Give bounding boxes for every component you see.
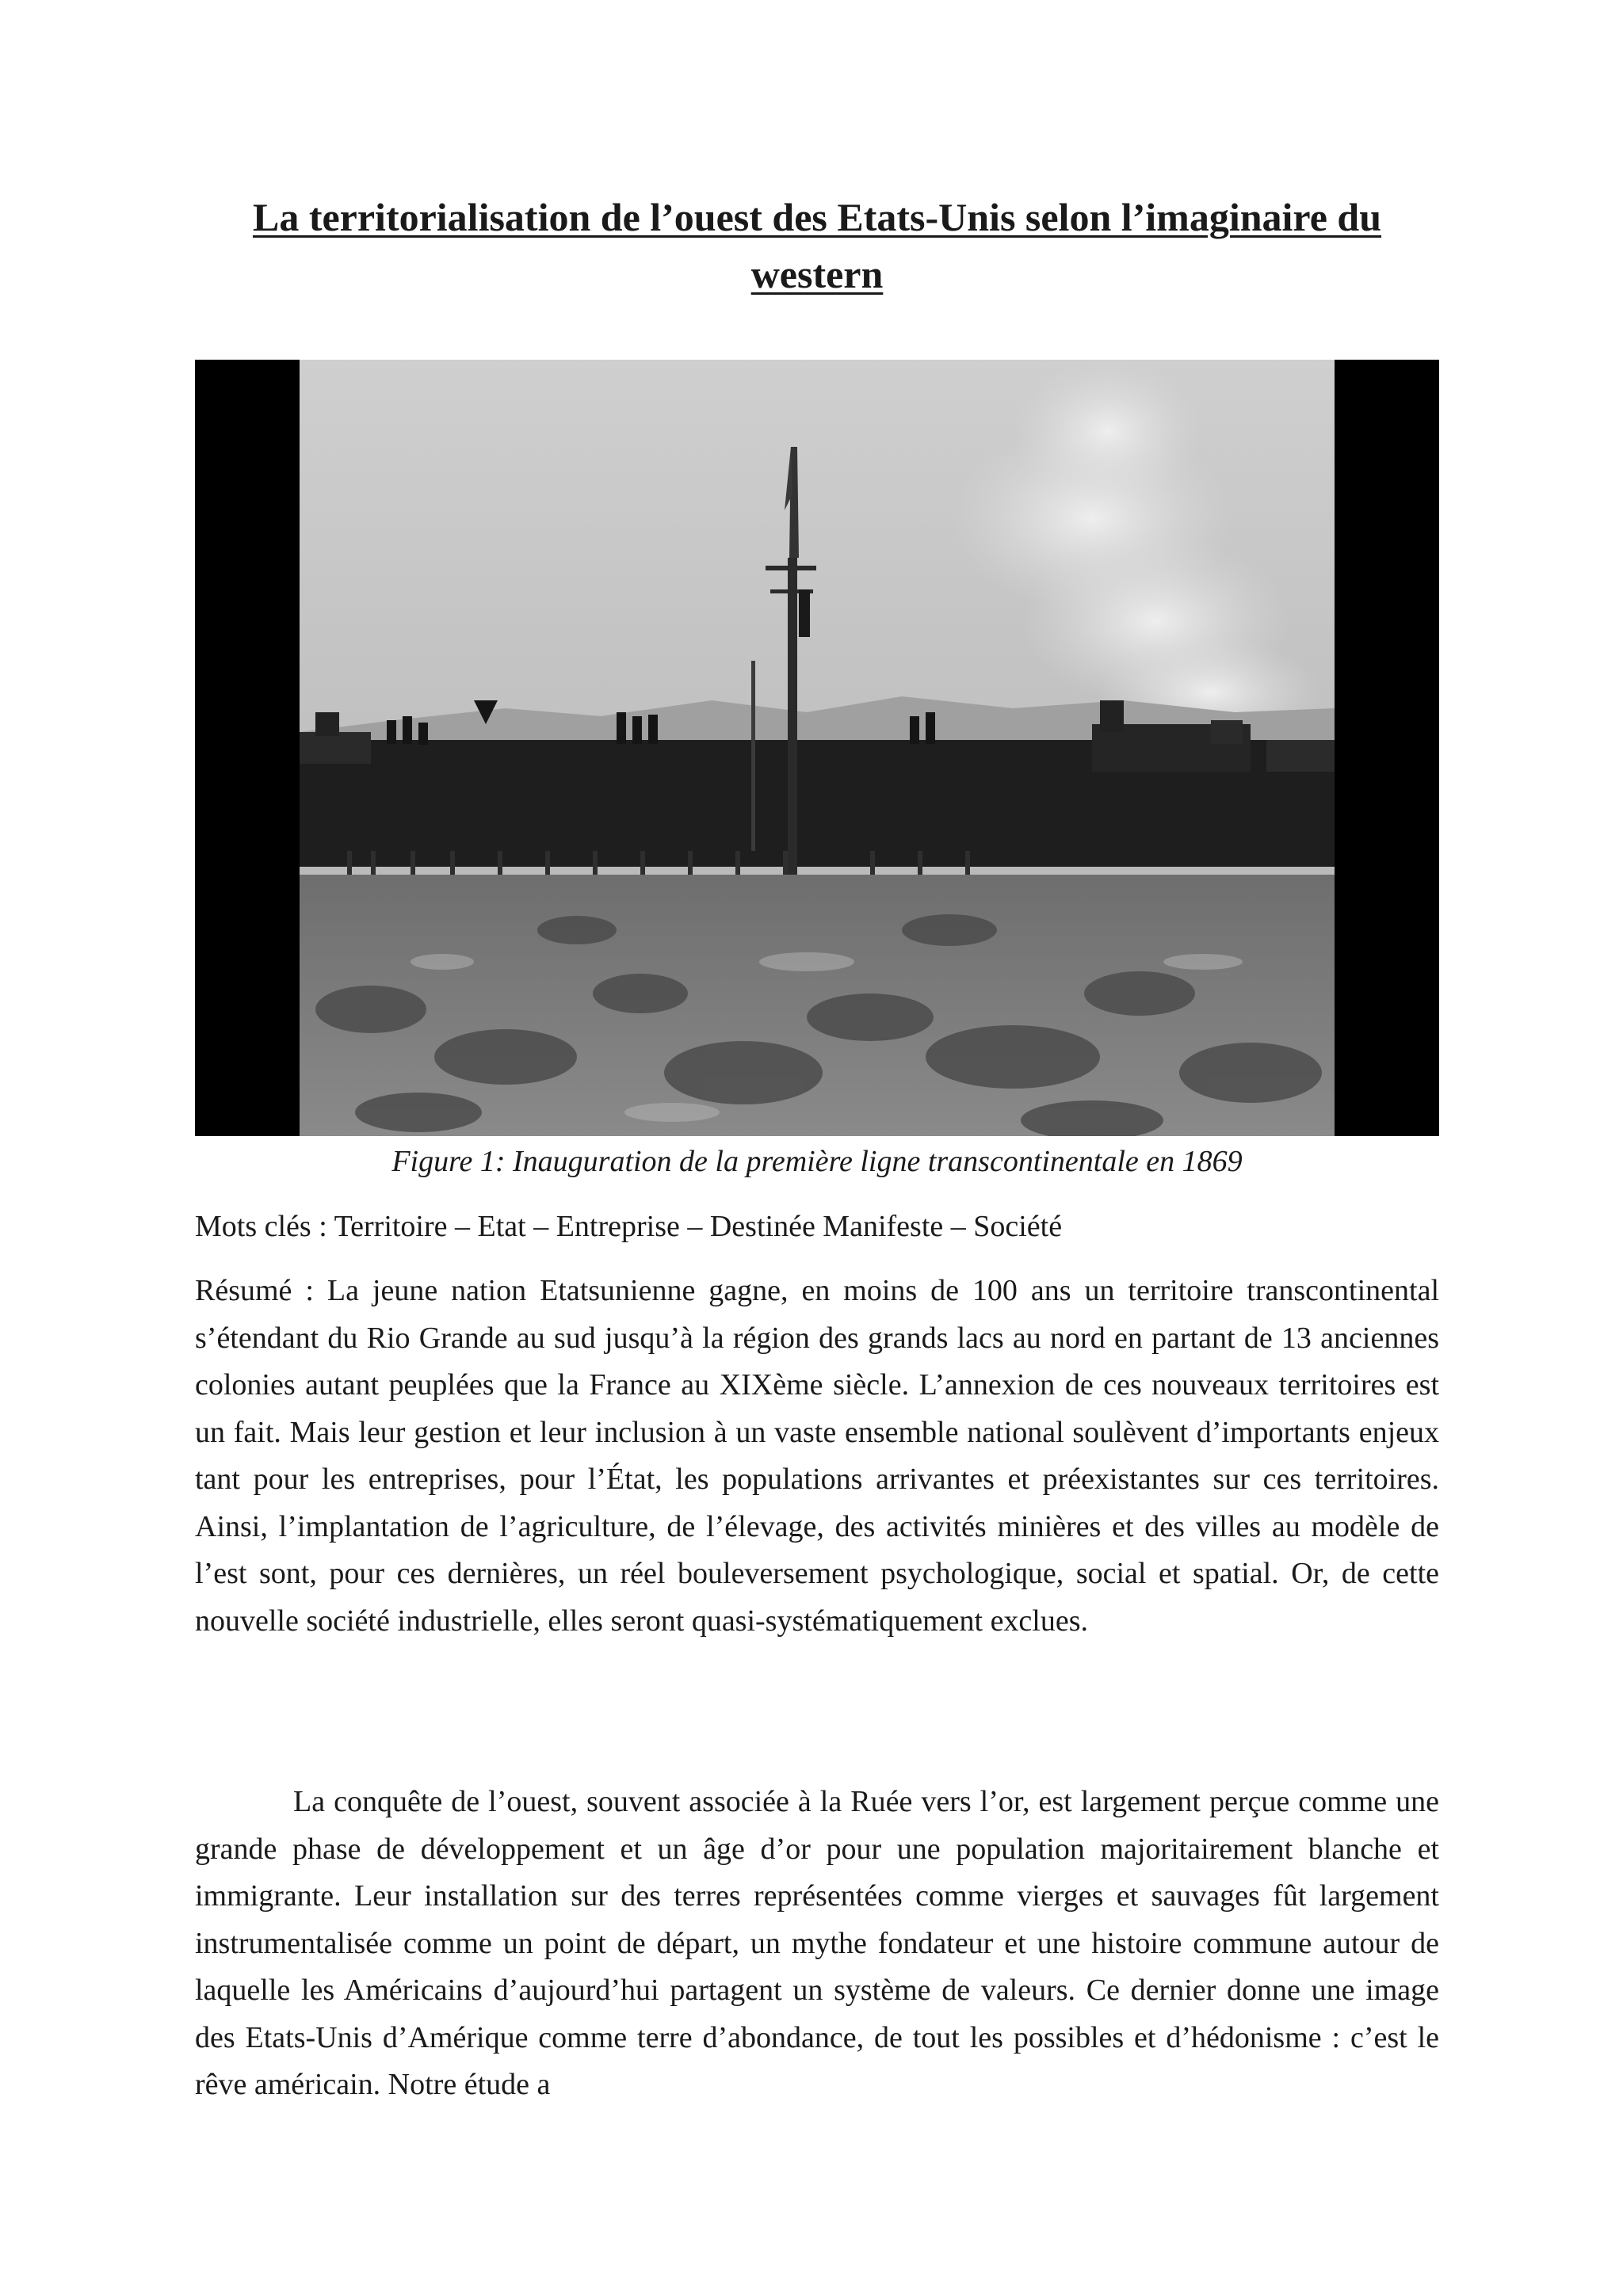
body-paragraph: La conquête de l’ouest, souvent associée à la Ruée vers l’or, est largement perçue comme une grande phase de développement et un âge d’or pour une population majoritairement blanche et immigrante. Leur installation sur des terres représentées comme vierges et sauvages fût largement instrumentalisée comme un point de départ, un mythe fondateur et une histoire commune autour de laquelle les Américains d’aujourd’hui partagent un système de valeurs. Ce dernier donne une image des Etats-Unis d’Amérique comme terre d’abondance, de tout les possibles et d’hédonisme : c’est le rêve américain. Notre étude a <box>195 1785 1439 2101</box>
figure-1 <box>195 360 1439 1136</box>
page-title: La territorialisation de l’ouest des Etats-Unis selon l’imaginaire du western <box>252 195 1382 296</box>
keywords: Mots clés : Territoire – Etat – Entreprise – Destinée Manifeste – Société <box>195 1210 1063 1243</box>
abstract: Résumé : La jeune nation Etatsunienne gagne, en moins de 100 ans un territoire transcontinental s’étendant du Rio Grande au sud jusqu’à la région des grands lacs au nord en partant de 13 anciennes colonies autant peuplées que la France au XIXème siècle. L’annexion de ces nouveaux territoires est un fait. Mais leur gestion et leur inclusion à un vaste ensemble national soulèvent d’importants enjeux tant pour les entreprises, pour l’État, les populations arrivantes et préexistantes sur ces territoires. Ainsi, l’implantation de l’agriculture, de l’élevage, des activités minières et des villes au modèle de l’est sont, pour ces dernières, un réel bouleversement psychologique, social et spatial. Or, de cette nouvelle société industrielle, elles seront quasi-systématiquement exclues. <box>195 1274 1439 1638</box>
historical-photo <box>300 360 1335 1136</box>
figure-caption: Figure 1: Inauguration de la première ligne transcontinentale en 1869 <box>391 1145 1243 1178</box>
